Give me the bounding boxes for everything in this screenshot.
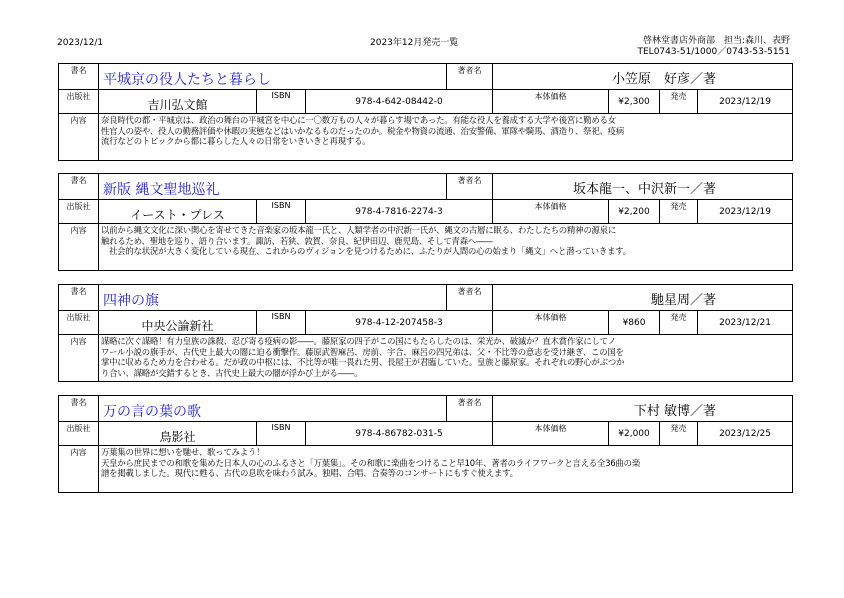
title-label: 書名	[59, 285, 99, 311]
author-label: 著者名	[447, 64, 493, 90]
book-publisher: 中央公論新社	[99, 311, 257, 335]
book-release-date: 2023/12/21	[698, 311, 793, 335]
description-line: 以前から縄文文化に深い関心を寄せてきた音楽家の坂本龍一氏と、人類学者の中沢新一氏が、縄文の古層に眠る、わたしたちの精神の源泉に	[101, 225, 617, 235]
content-label: 内容	[59, 335, 99, 382]
release-label: 発売	[660, 311, 698, 335]
content-label: 内容	[59, 114, 99, 161]
book-price: ¥2,200	[609, 200, 660, 224]
book-author: 馳星周／著	[493, 285, 793, 311]
book-title: 四神の旗	[99, 285, 447, 311]
price-label: 本体価格	[493, 311, 609, 335]
book-description	[99, 335, 793, 382]
document-title: 2023年12月発売一覧	[370, 38, 459, 48]
description-line: 天皇から庶民までの和歌を集めた日本人の心のふるさと「万葉集」。その和歌に楽曲をつけること早10年、著者のライフワークと言える全36曲の楽	[101, 457, 641, 468]
book-price: ¥860	[609, 311, 660, 335]
description-line: 万葉集の世界に想いを馳せ、歌ってみよう！	[101, 447, 265, 457]
publisher-label: 出版社	[59, 200, 99, 224]
price-label: 本体価格	[493, 200, 609, 224]
title-label: 書名	[59, 174, 99, 200]
book-description	[99, 446, 793, 493]
book-release-date: 2023/12/25	[698, 422, 793, 446]
author-label: 著者名	[447, 285, 493, 311]
description-line: 社会的な状況が大きく変化している現在、これからのヴィジョンを見つけるために、ふたりが人間の心の始まり「縄文」へと潜っていきます。	[109, 246, 631, 256]
bookstore-phone: TEL0743-51/1000／0743-53-5151	[637, 47, 790, 57]
publisher-label: 出版社	[59, 90, 99, 114]
description-line: ワール小説の旗手が、古代史上最大の闇に迫る衝撃作。藤原武智麻呂、房前、宇合、麻呂の四兄弟は、父・不比等の意志を受け継ぎ、この国を	[101, 346, 624, 357]
description-line: 奈良時代の都・平城京は、政治の舞台の平城宮を中心に一〇数万もの人々が暮らす場であった。有能な役人を養成する大学や後宮に勤める女	[101, 115, 616, 125]
book-entry	[58, 63, 793, 161]
publisher-label: 出版社	[59, 422, 99, 446]
book-release-date: 2023/12/19	[698, 200, 793, 224]
book-isbn: 978-4-86782-031-5	[306, 422, 493, 446]
book-author: 小笠原 好彦／著	[493, 64, 793, 90]
book-isbn: 978-4-642-08442-0	[306, 90, 493, 114]
content-label: 内容	[59, 446, 99, 493]
book-publisher: イースト・プレス	[99, 200, 257, 224]
description-line: 触れるため、聖地を巡り、語り合います。諏訪、若狭、敦賀、奈良、紀伊田辺、鹿児島、そして青森へ――	[101, 235, 493, 246]
book-publisher: 吉川弘文館	[99, 90, 257, 114]
book-title: 新版 縄文聖地巡礼	[99, 174, 447, 200]
release-label: 発売	[660, 200, 698, 224]
description-line: 流行などのトピックから都に暮らした人々の日常をいきいきと再現する。	[101, 136, 371, 146]
book-title: 平城京の役人たちと暮らし	[99, 64, 447, 90]
book-isbn: 978-4-7816-2274-3	[306, 200, 493, 224]
description-line: 謀略に次ぐ謀略！有力皇族の誅殺、忍び寄る疫病の影――。藤原家の四子がこの国にもたらしたのは、栄光か、破滅か？直木賞作家にしてノ	[101, 336, 617, 346]
book-title: 万の言の葉の歌	[99, 396, 447, 422]
book-author: 坂本龍一、中沢新一／著	[493, 174, 793, 200]
release-label: 発売	[660, 90, 698, 114]
author-label: 著者名	[447, 174, 493, 200]
author-label: 著者名	[447, 396, 493, 422]
release-label: 発売	[660, 422, 698, 446]
content-label: 内容	[59, 224, 99, 271]
book-entry	[58, 284, 793, 382]
book-price: ¥2,300	[609, 90, 660, 114]
price-label: 本体価格	[493, 422, 609, 446]
book-isbn: 978-4-12-207458-3	[306, 311, 493, 335]
book-entry	[58, 395, 793, 493]
isbn-label: ISBN	[257, 311, 306, 335]
bookstore-name: 啓林堂書店外商部 担当:森川、表野	[642, 36, 790, 46]
book-publisher: 鳥影社	[99, 422, 257, 446]
book-release-date: 2023/12/19	[698, 90, 793, 114]
book-entry	[58, 173, 793, 271]
isbn-label: ISBN	[257, 200, 306, 224]
book-author: 下村 敏博／著	[493, 396, 793, 422]
isbn-label: ISBN	[257, 422, 306, 446]
book-price: ¥2,000	[609, 422, 660, 446]
bookstore-contact	[638, 36, 791, 58]
description-line: 譜を掲載しました。現代に甦る、古代の息吹を味わう試み。独唱、合唱、合奏等のコンサートにもすぐ使えます。	[101, 468, 518, 478]
isbn-label: ISBN	[257, 90, 306, 114]
description-line: り合い、謀略が交錯するとき、古代史上最大の闇が浮かび上がる――。	[101, 367, 363, 378]
title-label: 書名	[59, 64, 99, 90]
price-label: 本体価格	[493, 90, 609, 114]
description-line: 掌中に収めるため力を合わせる。だが政の中枢には、不比等が唯一畏れた男、長屋王が君臨していた。皇族と藤原家。それぞれの野心がぶつか	[101, 357, 625, 367]
title-label: 書名	[59, 396, 99, 422]
description-line: 性官人の姿や、役人の勤務評価や休暇の実態などはいかなるものだったのか。税金や物資の流通、治安警備、軍隊や騎馬、酒造り、祭祀、疫病	[101, 125, 625, 136]
print-date: 2023/12/1	[57, 38, 104, 48]
book-description	[99, 114, 793, 161]
publisher-label: 出版社	[59, 311, 99, 335]
book-description	[99, 224, 793, 271]
